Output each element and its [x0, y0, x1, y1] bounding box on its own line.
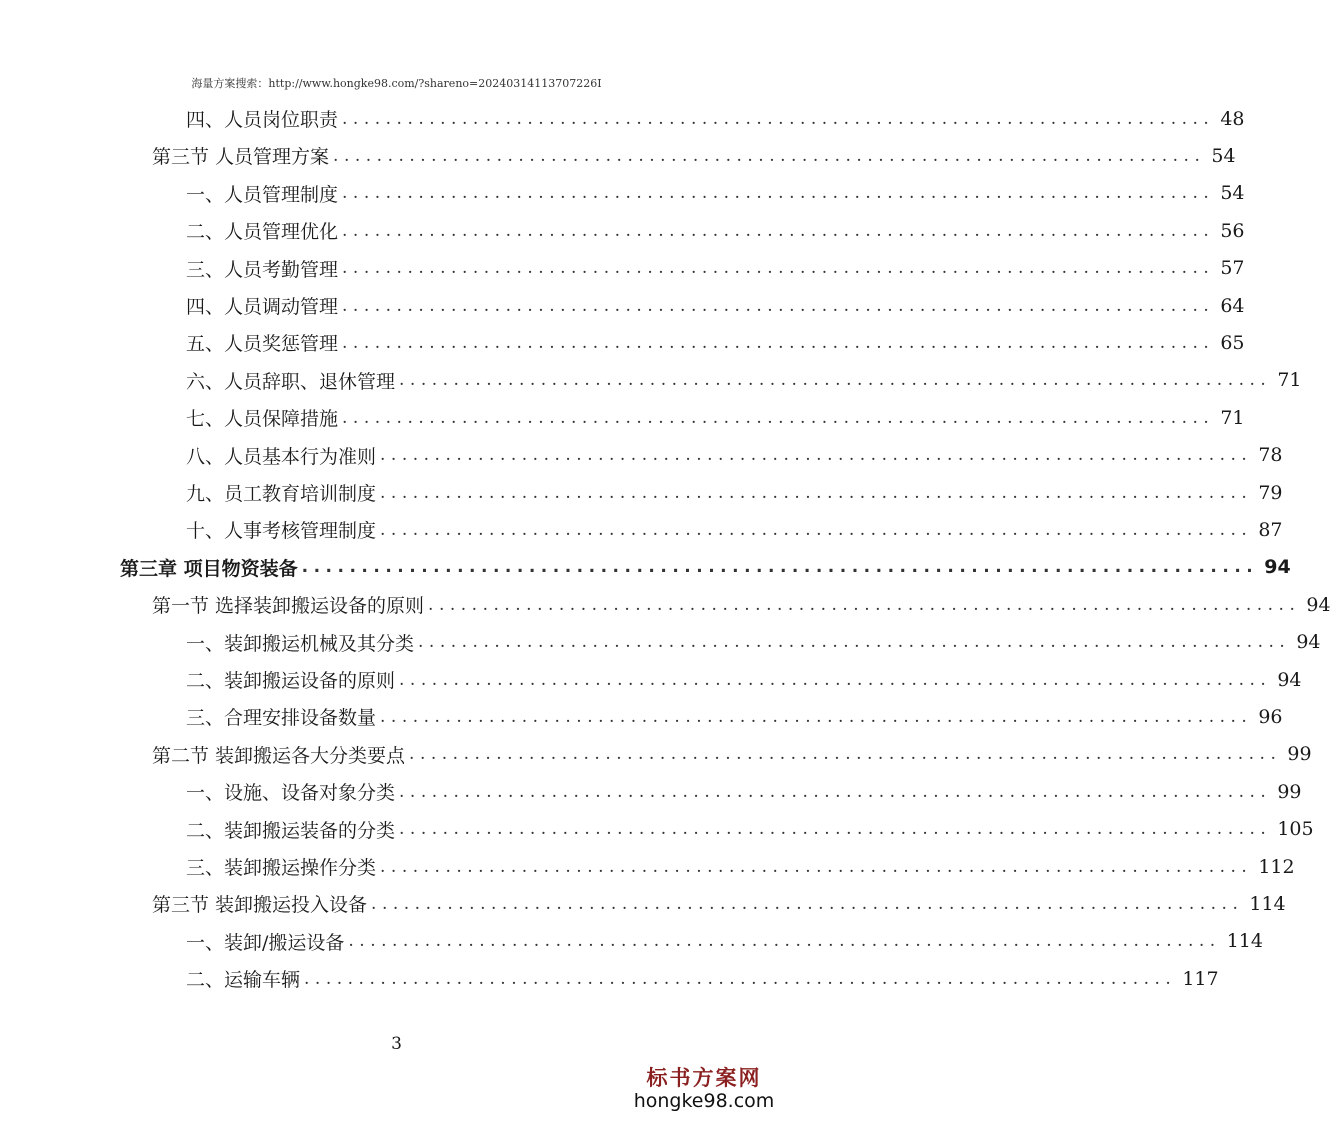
- toc-leader-dots: ................................................................................: [301, 557, 1259, 578]
- toc-leader-dots: ................................................................................: [380, 856, 1253, 877]
- toc-entry-page: 94: [1306, 593, 1331, 616]
- toc-entry: [186, 773, 1302, 810]
- toc-entry-page: 87: [1258, 518, 1283, 541]
- toc-entry-title: 二、装卸搬运设备的原则: [186, 670, 396, 692]
- toc-entry-title: 八、人员基本行为准则: [186, 445, 377, 468]
- toc-leader-dots: ................................................................................: [380, 519, 1253, 540]
- toc-leader-dots: ................................................................................: [342, 295, 1215, 316]
- header-note: 海量方案搜索：http://www.hongke98.com/?shareno=20240314113707226I: [191, 77, 602, 90]
- toc-entry: [186, 960, 1219, 997]
- toc-leader-dots: ................................................................................: [380, 706, 1253, 727]
- toc-entry-title: 第三章 项目物资装备: [120, 557, 298, 580]
- toc-leader-dots: ................................................................................: [371, 893, 1244, 914]
- toc-entry-title: 一、设施、设备对象分类: [186, 782, 396, 805]
- toc-entry-page: 114: [1249, 892, 1286, 915]
- toc-entry-title: 三、合理安排设备数量: [186, 707, 377, 730]
- toc-leader-dots: ................................................................................: [399, 370, 1272, 391]
- toc-entry-title: 六、人员辞职、退休管理: [186, 370, 396, 393]
- toc-entry-title: 九、员工教育培训制度: [186, 483, 377, 505]
- toc-entry-title: 二、运输车辆: [186, 969, 301, 992]
- watermark-en: hongke98.com: [633, 1090, 775, 1112]
- toc-entry-page: 71: [1277, 369, 1302, 392]
- toc-entry-page: 117: [1182, 967, 1219, 990]
- page-number: 3: [391, 1034, 402, 1054]
- toc-entry: [186, 324, 1245, 361]
- toc-entry-page: 94: [1277, 668, 1302, 691]
- toc-entry: [186, 399, 1245, 436]
- toc-entry: [186, 212, 1245, 249]
- toc-entry-title: 一、人员管理制度: [186, 183, 339, 206]
- toc-leader-dots: ................................................................................: [342, 332, 1215, 353]
- toc-leader-dots: ................................................................................: [342, 258, 1215, 279]
- toc-entry-page: 99: [1287, 743, 1312, 766]
- toc-leader-dots: ................................................................................: [428, 594, 1301, 615]
- toc-leader-dots: ................................................................................: [380, 445, 1253, 466]
- toc-entry-page: 64: [1220, 294, 1245, 317]
- toc-entry-title: 五、人员奖惩管理: [186, 333, 339, 356]
- toc-entry: [186, 848, 1295, 885]
- watermark-logo: [629, 1062, 779, 1112]
- toc-entry-title: 四、人员岗位职责: [186, 109, 339, 131]
- toc-entry-page: 71: [1220, 406, 1245, 429]
- toc-entry: [186, 287, 1245, 324]
- toc-entry: [186, 100, 1245, 137]
- toc-entry-title: 一、装卸搬运机械及其分类: [186, 632, 415, 655]
- toc-entry-title: 二、人员管理优化: [186, 221, 339, 244]
- toc-entry-page: 99: [1277, 780, 1302, 803]
- toc-entry-page: 94: [1264, 556, 1291, 579]
- toc-leader-dots: ................................................................................: [342, 220, 1215, 241]
- toc-entry-title: 七、人员保障措施: [186, 408, 339, 431]
- toc-leader-dots: ................................................................................: [304, 968, 1177, 989]
- toc-entry: [186, 698, 1283, 735]
- toc-entry: [186, 437, 1283, 474]
- toc-entry-title: 第一节 选择装卸搬运设备的原则: [152, 595, 425, 618]
- toc-leader-dots: ................................................................................: [348, 931, 1221, 952]
- toc-entry: [186, 250, 1245, 287]
- toc-leader-dots: ................................................................................: [333, 145, 1206, 166]
- toc-entry: [152, 885, 1286, 922]
- toc-leader-dots: ................................................................................: [380, 482, 1253, 503]
- toc-entry-page: 96: [1258, 705, 1283, 728]
- toc-entry-title: 第二节 装卸搬运各大分类要点: [152, 744, 406, 767]
- toc-leader-dots: ................................................................................: [399, 669, 1272, 690]
- toc-entry-title: 三、人员考勤管理: [186, 258, 339, 281]
- toc-entry-page: 78: [1258, 444, 1283, 467]
- toc-entry: [186, 811, 1314, 848]
- toc-entry-title: 第三节 装卸搬运投入设备: [152, 894, 368, 917]
- toc-entry-page: 57: [1220, 257, 1245, 280]
- toc-entry: [152, 736, 1312, 773]
- toc-entry: [186, 175, 1245, 212]
- toc-entry-title: 四、人员调动管理: [186, 296, 339, 318]
- toc-entry: [186, 624, 1321, 661]
- toc-entry: [186, 474, 1283, 511]
- toc-entry-page: 94: [1296, 631, 1321, 654]
- toc-entry-title: 第三节 人员管理方案: [152, 146, 330, 169]
- toc-entry: [186, 661, 1302, 698]
- toc-entry-page: 105: [1277, 818, 1314, 841]
- toc-leader-dots: ................................................................................: [409, 744, 1282, 765]
- toc-entry-page: 112: [1258, 855, 1295, 878]
- toc-entry-title: 一、装卸/搬运设备: [186, 931, 345, 954]
- toc-entry-page: 54: [1220, 182, 1245, 205]
- toc-entry: [120, 549, 1291, 586]
- toc-entry-page: 65: [1220, 331, 1245, 354]
- toc-entry: [186, 511, 1283, 548]
- toc-entry-page: 48: [1220, 107, 1245, 130]
- toc-leader-dots: ................................................................................: [418, 632, 1291, 653]
- toc-leader-dots: ................................................................................: [399, 781, 1272, 802]
- toc-entry-title: 二、装卸搬运装备的分类: [186, 819, 396, 842]
- toc-leader-dots: ................................................................................: [399, 819, 1272, 840]
- toc-entry-page: 79: [1258, 481, 1283, 504]
- toc-entry: [186, 923, 1263, 960]
- toc-entry-title: 三、装卸搬运操作分类: [186, 857, 377, 879]
- toc-entry: [152, 586, 1331, 623]
- toc-leader-dots: ................................................................................: [342, 108, 1215, 129]
- watermark-cn: 标书方案网: [646, 1065, 762, 1090]
- toc-entry-page: 114: [1226, 930, 1263, 953]
- toc-entry: [152, 137, 1236, 174]
- toc-entry-page: 56: [1220, 219, 1245, 242]
- toc-leader-dots: ................................................................................: [342, 407, 1215, 428]
- toc-entry: [186, 362, 1302, 399]
- toc-entry-page: 54: [1211, 144, 1236, 167]
- toc-leader-dots: ................................................................................: [342, 183, 1215, 204]
- toc-entry-title: 十、人事考核管理制度: [186, 520, 377, 543]
